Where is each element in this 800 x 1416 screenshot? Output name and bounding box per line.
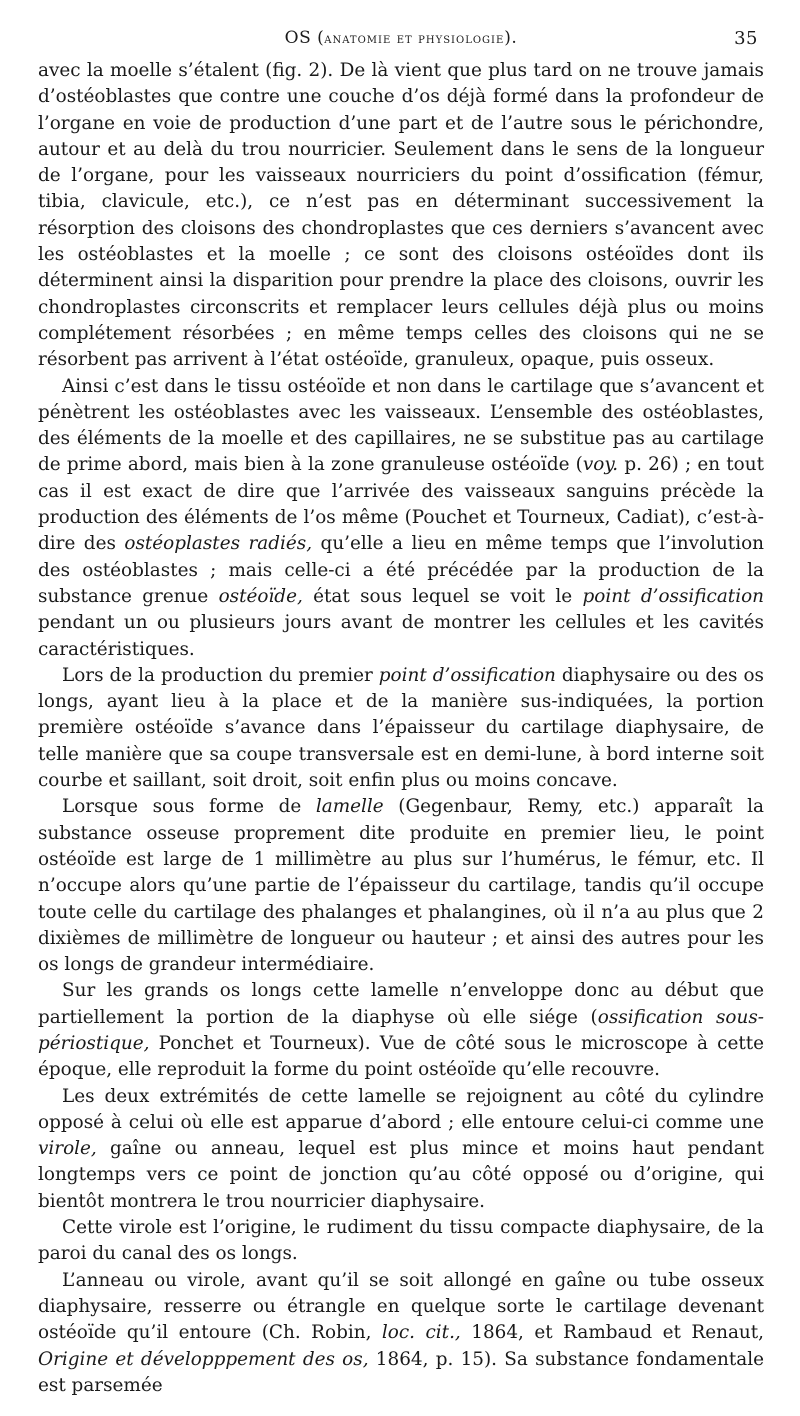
italic-text: loc. cit., xyxy=(381,1322,461,1344)
italic-text: ostéoplastes radiés, xyxy=(124,533,313,555)
paragraph xyxy=(38,1215,764,1268)
italic-text: Origine et développpement des os, xyxy=(38,1348,369,1370)
running-title-prefix: OS ( xyxy=(284,28,325,48)
body-text xyxy=(38,58,764,1399)
text-run: Cette virole est l’origine, le rudiment du tissu compacte diaphysaire, de la paroi du canal des os longs. xyxy=(38,1217,764,1265)
italic-text: lamelle xyxy=(315,796,384,818)
italic-text: ostéoïde, xyxy=(218,585,303,607)
text-run: Sur les grands os longs cette lamelle n’enveloppe donc au début que partiellement la portion de la diaphyse où elle siége ( xyxy=(38,980,764,1028)
text-run: p. 26) ; en tout cas il est exact de dire que l’arrivée des vaisseaux sanguins précède la production des éléments de l’os même (Pouchet et Tourneux, Cadiat), c’est-à-dire des xyxy=(38,454,764,555)
text-run: Ainsi c’est dans le tissu ostéoïde et non dans le cartilage que s’avancent et pénètrent les ostéoblastes avec les vaisseaux. L’ensemble des ostéoblastes, des éléments de la moelle et des capillaires, ne se substitue pas au cartilage de prime abord, mais bien à la zone granuleuse ostéoïde ( xyxy=(38,375,764,476)
text-run: gaîne ou anneau, lequel est plus mince et moins haut pendant longtemps vers ce point de jonction qu’au côté opposé ou d’origine, qui bientôt montrera le trou nourricier diaphysaire. xyxy=(38,1138,764,1212)
paragraph xyxy=(38,978,764,1083)
text-run: état sous lequel se voit le xyxy=(302,585,583,607)
text-run: qu’elle a lieu en même temps que l’involution des ostéoblastes ; mais celle-ci a été précédée par la production de la substance grenue xyxy=(38,533,764,607)
paragraph xyxy=(38,1084,764,1215)
running-title xyxy=(285,28,518,48)
text-run: diaphysaire ou des os longs, ayant lieu à la place et de la manière sus-indiquées, la portion première ostéoïde s’avance dans l’épaisseur du cartilage diaphysaire, de telle manière que sa coupe transversale est en demi-lune, à bord interne soit courbe et saillant, soit droit, soit enfin plus ou moins concave. xyxy=(38,664,764,792)
text-run: avec la moelle s’étalent (fig. 2). De là vient que plus tard on ne trouve jamais d’ostéoblastes que contre une couche d’os déjà formé dans la profondeur de l’organe en voie de production d’une part et de l’autre sous le périchondre, autour et au delà du trou nourricier. Seulement dans le sens de la longueur de l’organe, pour les vaisseaux nourriciers du point d’ossification (fémur, tibia, clavicule, etc.), ce n’est pas en déterminant successivement la résorption des cloisons des chondroplastes que ces derniers s’avancent avec les ostéoblastes et la moelle ; ce sont des cloisons ostéoïdes dont ils déterminent ainsi la disparition pour prendre la place des cloisons, ouvrir les chondroplastes circonscrits et remplacer leurs cellules déjà plus ou moins complétement résorbées ; en même temps celles des cloisons qui ne se résorbent pas arrivent à l’état ostéoïde, granuleux, opaque, puis osseux. xyxy=(38,60,764,371)
paragraph xyxy=(38,794,764,978)
text-run: 1864, et Rambaud et Renaut, xyxy=(460,1322,764,1344)
paragraph xyxy=(38,58,764,374)
text-run: Ponchet et Tourneux). Vue de côté sous le microscope à cette époque, elle reproduit la forme du point ostéoïde qu’elle recouvre. xyxy=(38,1032,764,1081)
italic-text: voy. xyxy=(582,454,619,476)
paragraph xyxy=(38,663,764,794)
text-run: Les deux extrémités de cette lamelle se rejoignent au côté du cylindre opposé à celui où elle est apparue d’abord ; elle entoure celui-ci comme une xyxy=(38,1085,764,1133)
paragraph xyxy=(38,1268,764,1399)
paragraph xyxy=(38,374,764,663)
text-run: Lors de la production du premier xyxy=(62,664,379,686)
text-run: 1864, p. 15). Sa substance fondamentale est parsemée xyxy=(38,1348,764,1396)
text-run: pendant un ou plusieurs jours avant de montrer les cellules et les cavités caractéristiques. xyxy=(38,612,764,660)
page-number: 35 xyxy=(734,28,758,49)
italic-text: point d’ossification xyxy=(378,664,556,686)
text-run: L’anneau ou virole, avant qu’il se soit allongé en gaîne ou tube osseux diaphysaire, resserre ou étrangle en quelque sorte le cartilage devenant ostéoïde qu’il entoure (Ch. Robin, xyxy=(38,1269,764,1344)
running-head xyxy=(38,28,764,58)
italic-text: ossification sous-périostique, xyxy=(38,1006,764,1054)
italic-text: virole, xyxy=(38,1138,97,1160)
italic-text: point d’ossification xyxy=(582,585,764,607)
running-title-smallcaps: anatomie et physiologie xyxy=(324,31,505,47)
text-run: (Gegenbaur, Remy, etc.) apparaît la substance osseuse proprement dite produite en premier lieu, le point ostéoïde est large de 1 millimètre au plus sur l’humérus, le fémur, etc. Il n’occupe alors qu’une partie de l’épaisseur du cartilage, tandis qu’il occupe toute celle du cartilage des phalanges et phalangines, où il n’a au plus que 2 dixièmes de millimètre de longueur ou hauteur ; et ainsi des autres pour les os longs de grandeur intermédiaire. xyxy=(38,796,764,976)
running-title-suffix: ). xyxy=(504,28,518,48)
text-run: Lorsque sous forme de xyxy=(62,796,316,818)
